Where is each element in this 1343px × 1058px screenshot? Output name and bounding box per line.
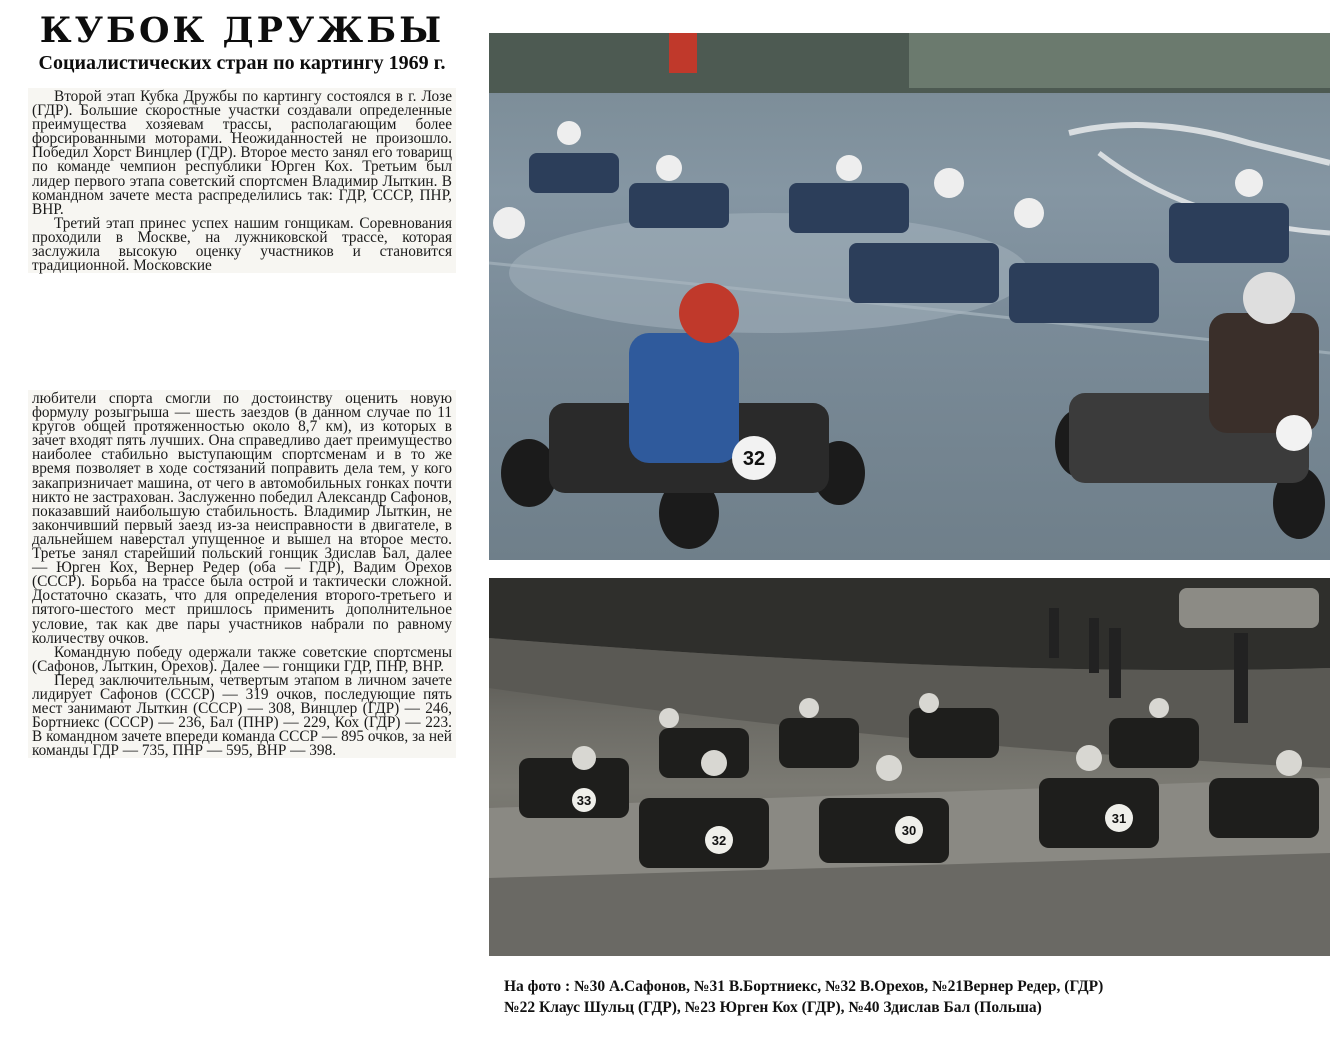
article-headline: КУБОК ДРУЖБЫ bbox=[39, 10, 445, 51]
color-photo-illustration bbox=[489, 33, 1330, 560]
kart-number: 31 bbox=[1111, 811, 1127, 826]
article-column-bottom bbox=[28, 390, 456, 758]
photo-caption bbox=[504, 976, 1324, 1018]
caption-line: На фото : №30 А.Сафонов, №31 В.Бортниекс, №32 В.Орехов, №21Вернер Редер, (ГДР) bbox=[504, 978, 1104, 995]
article-column-top bbox=[28, 88, 456, 273]
article-paragraph: Третий этап принес успех нашим гонщикам. Соревнования проходили в Москве, на лужниковской трассе, которая заслужила высокую оценку участников и становится традиционной. Московские bbox=[32, 214, 452, 275]
caption-line: №22 Клаус Шульц (ГДР), №23 Юрген Кох (ГДР), №40 Здислав Бал (Польша) bbox=[504, 999, 1042, 1016]
article-paragraph: Второй этап Кубка Дружбы по картингу состоялся в г. Лозе (ГДР). Большие скоростные участки создавали определенные преимущества хозяевам трассы, располагающим более форсированными моторами. Неожиданностей не произошло. Победил Хорст Винцлер (ГДР). Второе место занял его товарищ по команде чемпион республики Юрген Кох. Третьим был лидер первого этапа советский спортсмен Владимир Лыткин. В командном зачете места распределились так: ГДР, СССР, ПНР, ВНР. bbox=[32, 88, 452, 218]
article-paragraph: Командную победу одержали также советские спортсмены (Сафонов, Лыткин, Орехов). Далее — гонщики ГДР, ПНР, ВНР. bbox=[32, 643, 452, 675]
article-paragraph: Перед заключительным, четвертым этапом в личном зачете лидирует Сафонов (СССР) — 319 очков, последующие пять мест занимают Лыткин (СССР) — 308, Винцлер (ГДР) — 246, Бортниекс (СССР) — 236, Бал (ПНР) — 229, Кох (ГДР) — 223. В командном зачете впереди команда СССР — 895 очков, за ней команды ГДР — 735, ПНР — 595, ВНР — 398. bbox=[32, 671, 452, 760]
article-subheadline: Социалистических стран по картингу 1969 г. bbox=[38, 52, 446, 74]
bw-photo-illustration bbox=[489, 578, 1330, 956]
bw-karting-photo bbox=[489, 578, 1330, 956]
color-karting-photo bbox=[489, 33, 1330, 560]
kart-number: 32 bbox=[711, 833, 727, 848]
kart-number: 33 bbox=[576, 793, 592, 808]
kart-number: 32 bbox=[742, 448, 766, 470]
kart-number: 30 bbox=[901, 823, 917, 838]
article-paragraph: любители спорта смогли по достоинству оценить новую формулу розыгрыша — шесть заездов (в данном случае по 11 кругов общей протяженностью около 8,7 км), из которых в зачет входят пять лучших. Она справедливо дает преимущество наиболее стабильно выступающим спортсменам и в то же время позволяет в ходе состязаний поправить дела тем, у кого закапризничает машина, от чего в автомобильных гонках почти никто не застрахован. Заслуженно победил Александр Сафонов, показавший наибольшую стабильность. Владимир Лыткин, не закончивший первый заезд из-за неисправности в двигателе, в дальнейшем наверстал упущенное и вышел на второе место. Третье занял старейший польский гонщик Здислав Бал, далее — Юрген Кох, Вернер Редер (оба — ГДР), Вадим Орехов (СССР). Борьба на трассе была острой и тактически сложной. Достаточно сказать, что для определения второго-третьего и пятого-шестого мест пришлось применить дополнительное условие, так как две пары участников набрали по равному количеству очков. bbox=[32, 390, 452, 647]
